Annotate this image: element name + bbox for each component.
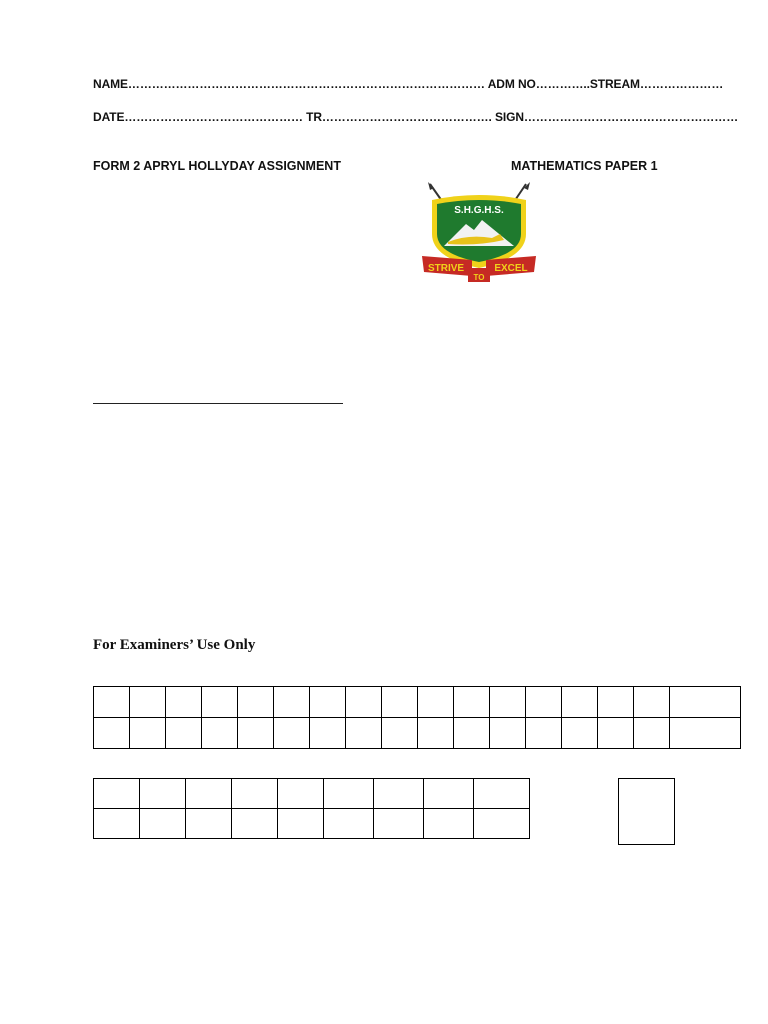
table-cell[interactable] bbox=[140, 809, 186, 839]
table-cell[interactable] bbox=[278, 779, 324, 809]
date-tr-sign-line: DATE……………………………………… TR……………………………………. SIGN……………………………………………… bbox=[93, 110, 739, 124]
table-cell[interactable] bbox=[238, 687, 274, 718]
table-cell[interactable] bbox=[526, 687, 562, 718]
table-cell[interactable] bbox=[346, 687, 382, 718]
marks-table-section-2 bbox=[93, 778, 530, 839]
table-cell[interactable] bbox=[634, 718, 670, 749]
table-cell[interactable] bbox=[598, 718, 634, 749]
motto-middle: TO bbox=[473, 273, 485, 282]
paper-title: MATHEMATICS PAPER 1 bbox=[511, 159, 658, 173]
table-cell[interactable] bbox=[202, 687, 238, 718]
table-cell[interactable] bbox=[232, 779, 278, 809]
table-cell[interactable] bbox=[232, 809, 278, 839]
table-cell[interactable] bbox=[346, 718, 382, 749]
table-cell[interactable] bbox=[598, 687, 634, 718]
table-cell[interactable] bbox=[310, 687, 346, 718]
table-cell[interactable] bbox=[202, 718, 238, 749]
table-cell[interactable] bbox=[382, 687, 418, 718]
table-cell[interactable] bbox=[94, 687, 130, 718]
table-cell[interactable] bbox=[526, 718, 562, 749]
motto-right: EXCEL bbox=[494, 263, 528, 274]
table-cell[interactable] bbox=[166, 718, 202, 749]
table-cell[interactable] bbox=[424, 779, 474, 809]
table-cell-total[interactable] bbox=[474, 809, 530, 839]
table-cell[interactable] bbox=[454, 687, 490, 718]
crest-initials: S.H.G.H.S. bbox=[454, 205, 504, 216]
table-cell[interactable] bbox=[324, 809, 374, 839]
school-crest-logo bbox=[418, 182, 540, 282]
table-cell[interactable] bbox=[562, 687, 598, 718]
table-cell[interactable] bbox=[274, 718, 310, 749]
table-cell[interactable] bbox=[490, 718, 526, 749]
examiners-label: For Examiners’ Use Only bbox=[93, 637, 256, 653]
table-cell[interactable] bbox=[418, 687, 454, 718]
table-cell[interactable] bbox=[562, 718, 598, 749]
table-cell[interactable] bbox=[130, 687, 166, 718]
table-cell[interactable] bbox=[382, 718, 418, 749]
table-cell[interactable] bbox=[374, 779, 424, 809]
table-cell[interactable] bbox=[374, 809, 424, 839]
name-adm-stream-line: NAME……………………………………………………………………………… ADM NO…………..STREAM………………… bbox=[93, 77, 724, 91]
table-cell[interactable] bbox=[310, 718, 346, 749]
motto-left: STRIVE bbox=[427, 263, 465, 274]
table-cell-total[interactable] bbox=[670, 687, 741, 718]
marks-table-section-1 bbox=[93, 686, 741, 749]
table-cell[interactable] bbox=[418, 718, 454, 749]
table-cell[interactable] bbox=[140, 779, 186, 809]
horizontal-rule bbox=[93, 403, 343, 404]
table-cell[interactable] bbox=[186, 809, 232, 839]
table-cell[interactable] bbox=[186, 779, 232, 809]
table-cell-total[interactable] bbox=[670, 718, 741, 749]
grand-total-box[interactable] bbox=[618, 778, 675, 845]
table-cell[interactable] bbox=[278, 809, 324, 839]
table-cell[interactable] bbox=[454, 718, 490, 749]
table-cell[interactable] bbox=[424, 809, 474, 839]
table-cell[interactable] bbox=[634, 687, 670, 718]
table-row bbox=[94, 779, 530, 809]
table-row bbox=[94, 687, 741, 718]
table-cell[interactable] bbox=[130, 718, 166, 749]
table-cell[interactable] bbox=[274, 687, 310, 718]
assignment-title: FORM 2 APRYL HOLLYDAY ASSIGNMENT bbox=[93, 159, 341, 173]
table-cell[interactable] bbox=[94, 809, 140, 839]
table-cell-total[interactable] bbox=[474, 779, 530, 809]
table-cell[interactable] bbox=[324, 779, 374, 809]
table-cell[interactable] bbox=[490, 687, 526, 718]
table-cell[interactable] bbox=[94, 718, 130, 749]
table-cell[interactable] bbox=[166, 687, 202, 718]
table-row bbox=[94, 809, 530, 839]
table-row bbox=[94, 718, 741, 749]
table-cell[interactable] bbox=[238, 718, 274, 749]
table-cell[interactable] bbox=[94, 779, 140, 809]
